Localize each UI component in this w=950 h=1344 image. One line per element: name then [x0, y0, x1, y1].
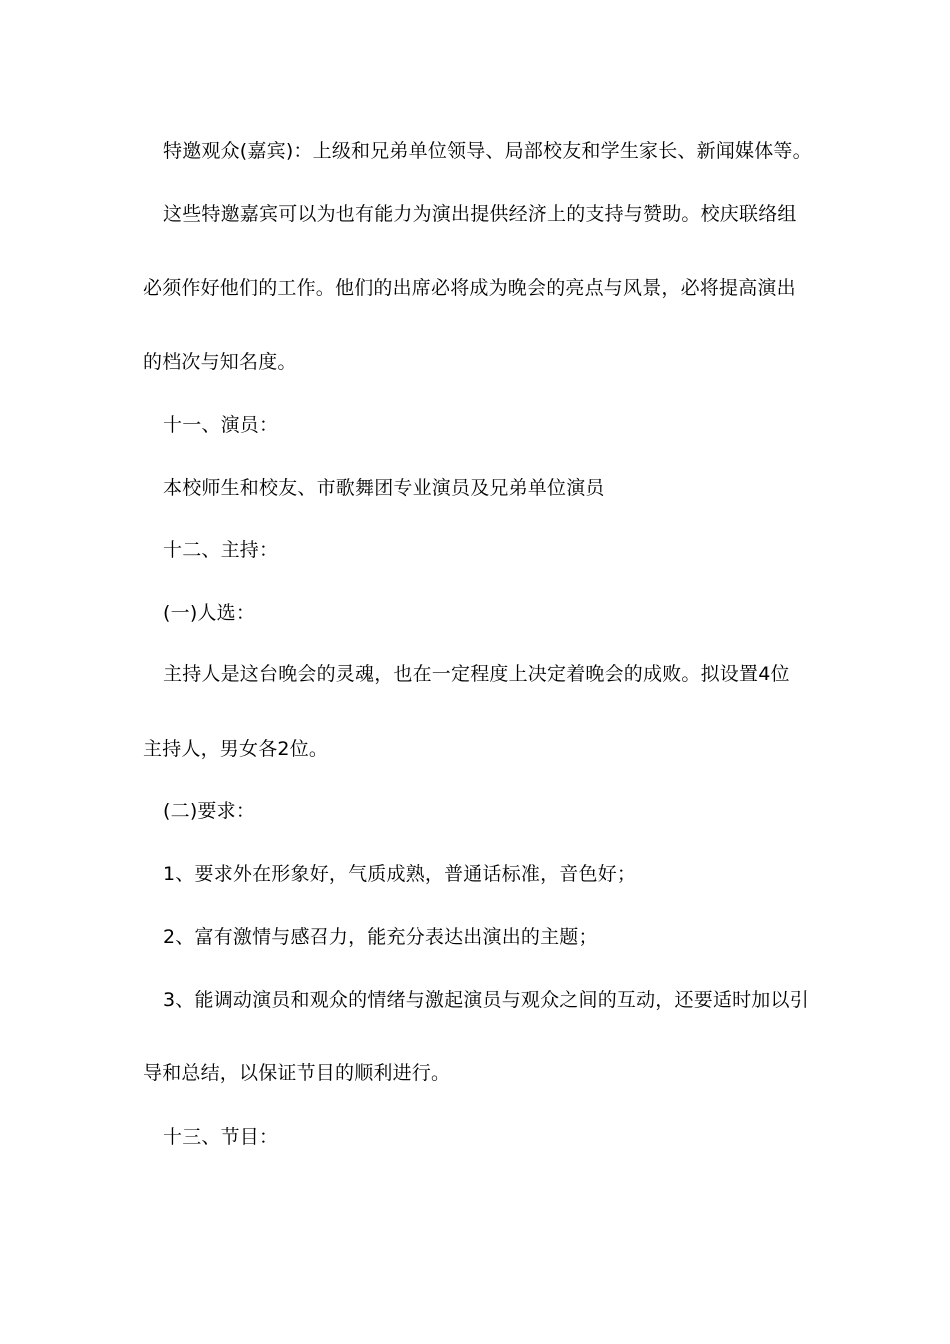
paragraph-sponsors-line2: 必须作好他们的工作。他们的出席必将成为晚会的亮点与风景，必将提高演出 — [143, 277, 796, 299]
paragraph-hosts-line1: 主持人是这台晚会的灵魂，也在一定程度上决定着晚会的成败。拟设置4位 — [163, 663, 790, 685]
requirement-item-2: 2、富有激情与感召力，能充分表达出演出的主题； — [163, 926, 598, 948]
requirement-item-3-line2: 导和总结，以保证节目的顺利进行。 — [143, 1062, 451, 1084]
paragraph-guests: 特邀观众(嘉宾)：上级和兄弟单位领导、局部校友和学生家长、新闻媒体等。 — [163, 140, 812, 162]
paragraph-sponsors-line3: 的档次与知名度。 — [143, 351, 297, 373]
paragraph-actors: 本校师生和校友、市歌舞团专业演员及兄弟单位演员 — [163, 477, 605, 499]
subheading-requirements: (二)要求： — [163, 800, 256, 822]
requirement-item-1: 1、要求外在形象好，气质成熟，普通话标准，音色好； — [163, 863, 637, 885]
requirement-item-3-line1: 3、能调动演员和观众的情绪与激起演员与观众之间的互动，还要适时加以引 — [163, 989, 809, 1011]
paragraph-sponsors-line1: 这些特邀嘉宾可以为也有能力为演出提供经济上的支持与赞助。校庆联络组 — [163, 203, 797, 225]
section-heading-hosts: 十二、主持： — [163, 539, 279, 561]
section-heading-actors: 十一、演员： — [163, 414, 279, 436]
paragraph-hosts-line2: 主持人，男女各2位。 — [143, 738, 329, 760]
section-heading-programs: 十三、节目： — [163, 1126, 279, 1148]
subheading-selection: (一)人选： — [163, 602, 256, 624]
